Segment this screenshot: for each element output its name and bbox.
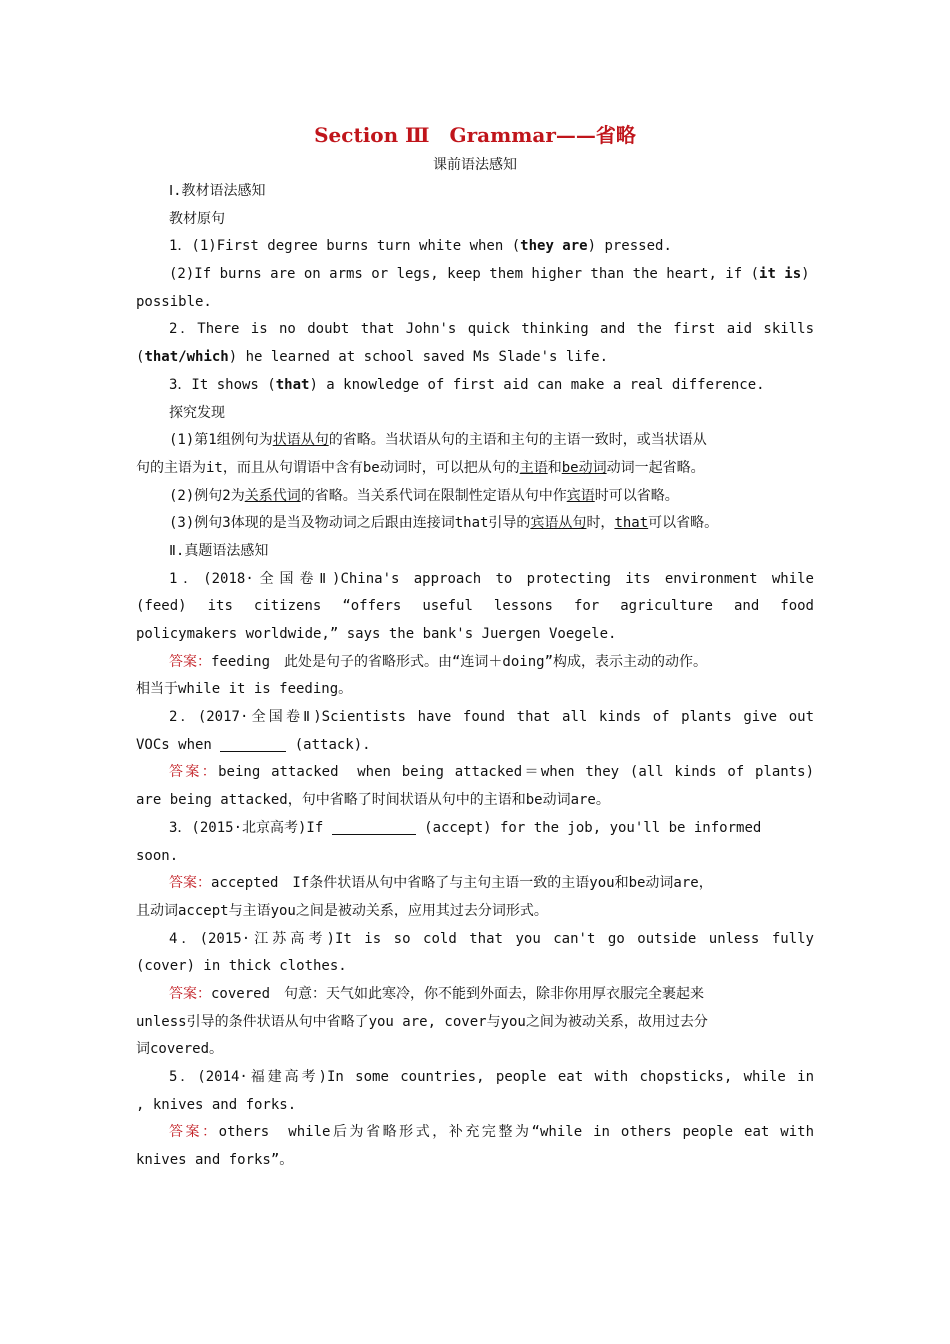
example-sentence-cont: possible.: [136, 293, 212, 310]
question-text: 2．(2017·全国卷Ⅱ)Scientists have found that all kinds of plants give out: [169, 709, 814, 726]
answer-text: 答案：feeding 此处是句子的省略形式。由“连词＋doing”构成，表示主动的动作。: [169, 653, 708, 670]
page-subtitle: 课前语法感知: [433, 157, 517, 173]
finding-text-cont: 句的主语为it，而且从句谓语中含有be动词时，可以把从句的主语和be动词动词一起省略。: [136, 459, 705, 476]
answer-text-cont: are being attacked，句中省略了时间状语从句中的主语和be动词are。: [136, 792, 610, 809]
answer-text: 答案：being attacked when being attacked＝when they (all kinds of plants): [169, 764, 814, 781]
answer-text-cont: 相当于while it is feeding。: [136, 681, 353, 698]
question-text: (feed) its citizens “offers useful lessons for agriculture and food: [136, 598, 814, 615]
example-sentence: 1．(1)First degree burns turn white when (they are) pressed.: [169, 238, 672, 255]
example-sentence: 2．There is no doubt that John's quick thinking and the first aid skills: [169, 321, 814, 338]
answer-text-cont: unless引导的条件状语从句中省略了you are, cover与you之间为被动关系，故用过去分: [136, 1013, 708, 1030]
question-text: 4．(2015·江苏高考)It is so cold that you can't go outside unless fully: [169, 930, 814, 947]
example-sentence-cont: (that/which) he learned at school saved Ms Slade's life.: [136, 349, 609, 366]
answer-label: 答案：: [169, 1124, 219, 1141]
answer-blank: [220, 735, 286, 752]
example-sentence: (2)If burns are on arms or legs, keep them higher than the heart, if (it is): [169, 266, 810, 283]
subsection-heading: 探究发现: [169, 404, 225, 421]
section-heading: Ⅰ.教材语法感知: [169, 183, 266, 199]
finding-text: (3)例句3体现的是当及物动词之后跟由连接词that引导的宾语从句时，that可以省略。: [169, 515, 719, 532]
answer-text-cont: 词covered。: [136, 1041, 224, 1058]
question-text: VOCs when (attack).: [136, 736, 371, 753]
question-text: 3．(2015·北京高考)If (accept) for the job, you'll be informed: [169, 819, 762, 836]
answer-label: 答案：: [169, 764, 219, 781]
question-text: (cover) in thick clothes.: [136, 958, 347, 975]
question-text: soon.: [136, 847, 179, 864]
answer-text-cont: 且动词accept与主语you之间是被动关系，应用其过去分词形式。: [136, 902, 548, 919]
question-text: 1．(2018·全国卷Ⅱ)China's approach to protecting its environment while: [169, 570, 814, 587]
question-text: , knives and forks.: [136, 1096, 297, 1113]
answer-text-cont: knives and forks”。: [136, 1152, 294, 1169]
question-text: 5．(2014·福建高考)In some countries, people eat with chopsticks, while in: [169, 1069, 814, 1085]
page-title: Section Ⅲ Grammar——省略: [314, 123, 636, 147]
answer-text: 答案：covered 句意：天气如此寒冷，你不能到外面去，除非你用厚衣服完全裹起来: [169, 985, 704, 1002]
question-text: policymakers worldwide,” says the bank's Juergen Voegele.: [136, 626, 617, 642]
answer-label: 答案：: [169, 653, 211, 670]
answer-label: 答案：: [169, 875, 211, 892]
finding-text: (2)例句2为关系代词的省略。当关系代词在限制性定语从句中作宾语时可以省略。: [169, 487, 679, 504]
answer-label: 答案：: [169, 985, 211, 1002]
document-page: [136, 118, 814, 1175]
answer-blank: [332, 818, 416, 835]
answer-text: 答案：others while后为省略形式，补充完整为“while in others people eat with: [169, 1124, 814, 1141]
finding-text: (1)第1组例句为状语从句的省略。当状语从句的主语和主句的主语一致时，或当状语从: [169, 432, 707, 449]
subsection-heading: 教材原句: [169, 210, 225, 227]
example-sentence: 3．It shows (that) a knowledge of first aid can make a real difference.: [169, 376, 765, 393]
answer-text: 答案：accepted If条件状语从句中省略了与主句主语一致的主语you和be动词are，: [169, 875, 713, 892]
section-heading: Ⅱ.真题语法感知: [169, 542, 269, 559]
